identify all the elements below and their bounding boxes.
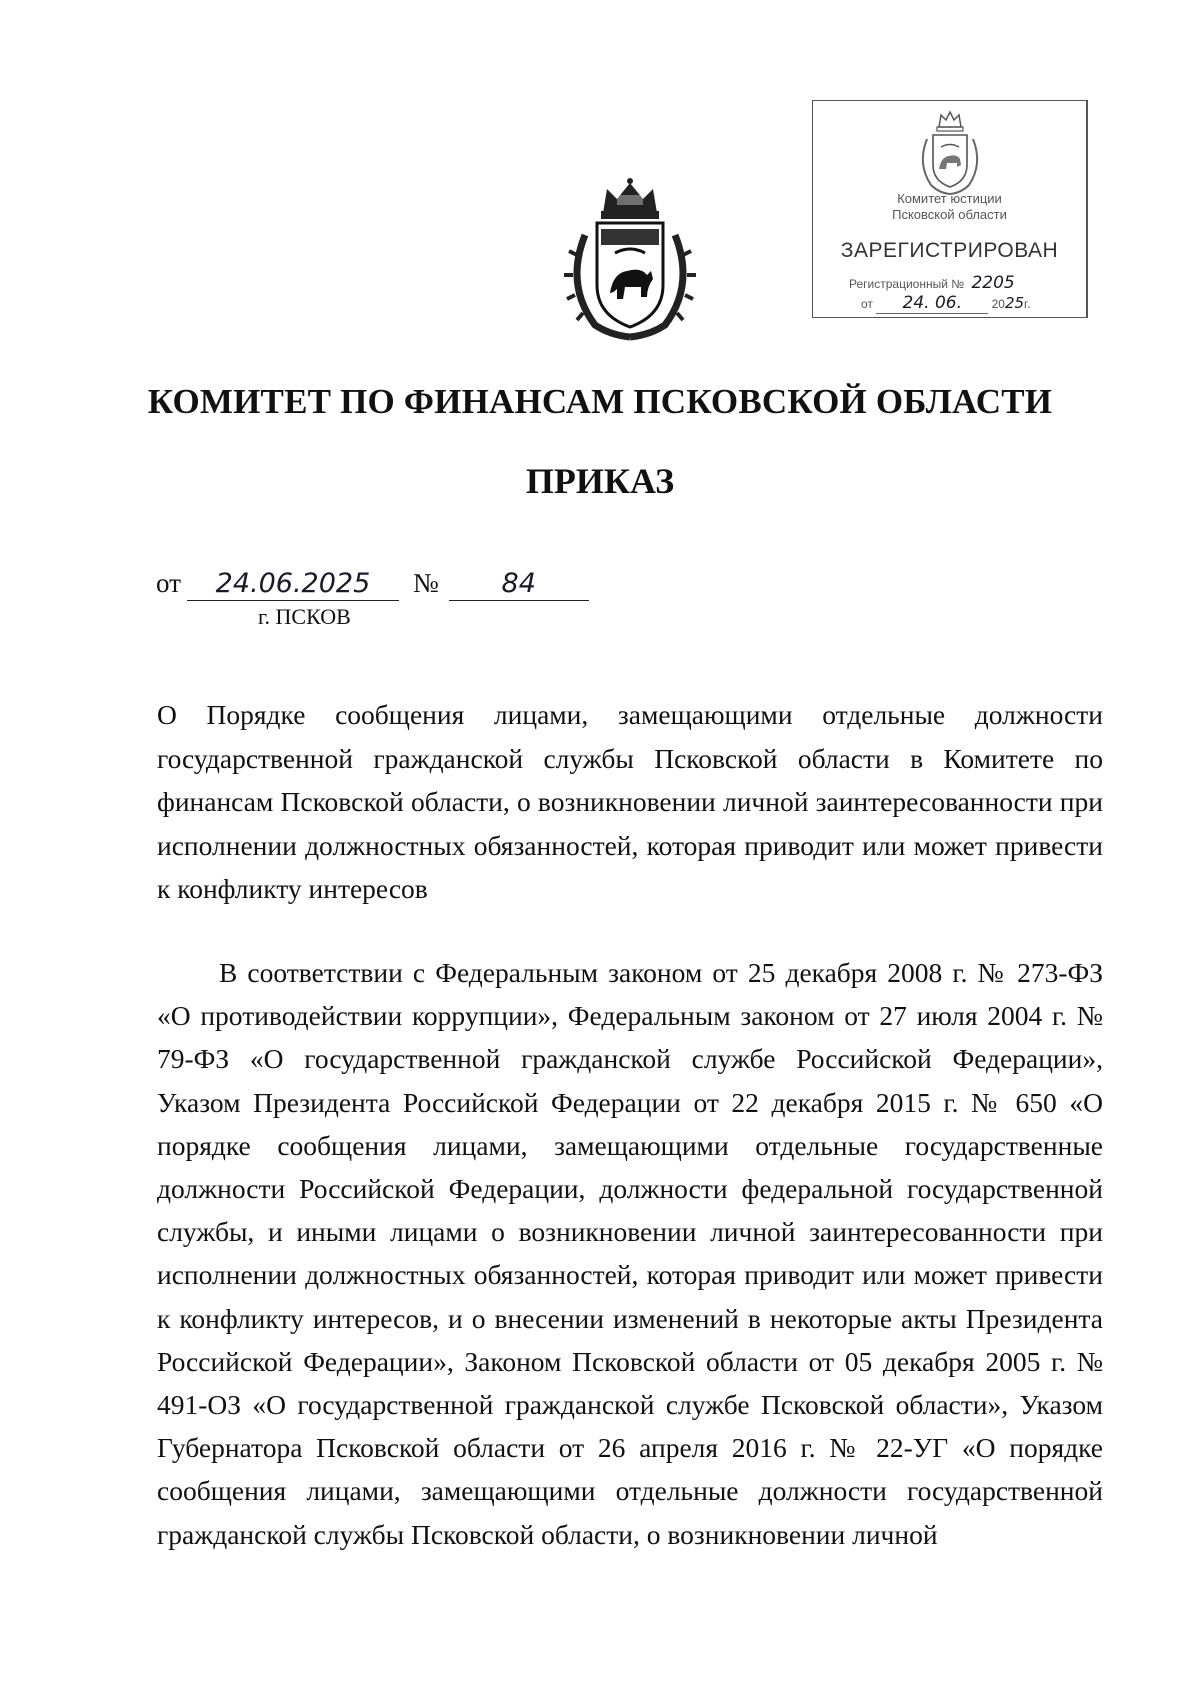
- stamp-year-suffix: 25: [1004, 294, 1025, 312]
- stamp-year-prefix: 20: [991, 297, 1005, 311]
- stamp-emblem-icon: [911, 109, 989, 197]
- stamp-status: ЗАРЕГИСТРИРОВАН: [840, 239, 1059, 262]
- stamp-org-line-2: Псковской области: [892, 207, 1007, 222]
- stamp-date-line: [861, 293, 1030, 314]
- coat-of-arms-icon: [555, 175, 705, 345]
- stamp-date-prefix: от: [861, 297, 873, 311]
- order-city: г. ПСКОВ: [258, 604, 351, 629]
- order-number: 84: [449, 568, 589, 601]
- document-type-title: ПРИКАЗ: [525, 461, 675, 501]
- organization-title: КОМИТЕТ ПО ФИНАНСАМ ПСКОВСКОЙ ОБЛАСТИ: [147, 382, 1053, 421]
- stamp-registration-line: [849, 273, 1015, 293]
- stamp-org-line-1: Комитет юстиции: [897, 191, 1002, 206]
- registration-stamp: [812, 100, 1088, 318]
- stamp-reg-label: Регистрационный №: [849, 277, 965, 291]
- order-number-label: №: [412, 568, 439, 598]
- order-date: 24.06.2025: [187, 568, 399, 601]
- order-date-prefix: от: [156, 568, 181, 598]
- order-date-number-line: [156, 568, 589, 601]
- order-body-paragraph: В соответствии с Федеральным законом от 25 декабря 2008 г. № 273-ФЗ «О противодействии коррупции», Федеральным законом от 27 июля 2004 г. № 79-ФЗ «О государственной гражданской службе Российской Федерации», Указом Президента Российской Федерации от 22 декабря 2015 г. № 650 «О порядке сообщения лицами, замещающими отдельные государственные должности Российской Федерации, должности федеральной государственной службы, и иными лицами о возникновении личной заинтересованности при исполнении должностных обязанностей, которая приводит или может привести к конфликту интересов, и о внесении изменений в некоторые акты Президента Российской Федерации», Законом Псковской области от 05 декабря 2005 г. № 491-ОЗ «О государственной гражданской службе Псковской области», Указом Губернатора Псковской области от 26 апреля 2016 г. № 22-УГ «О порядке сообщения лицами, замещающими отдельные должности государственной гражданской службы Псковской области, о возникновении личной: [157, 957, 1103, 1550]
- stamp-date: 24. 06.: [876, 293, 988, 314]
- order-subject: О Порядке сообщения лицами, замещающими отдельные должности государственной гражданской службы Псковской области в Комитете по финансам Псковской области, о возникновении личной заинтересованности при исполнении должностных обязанностей, которая приводит или может привести к конфликту интересов: [157, 699, 1103, 904]
- stamp-year-letter: г.: [1024, 297, 1031, 311]
- stamp-reg-number: 2205: [971, 273, 1015, 293]
